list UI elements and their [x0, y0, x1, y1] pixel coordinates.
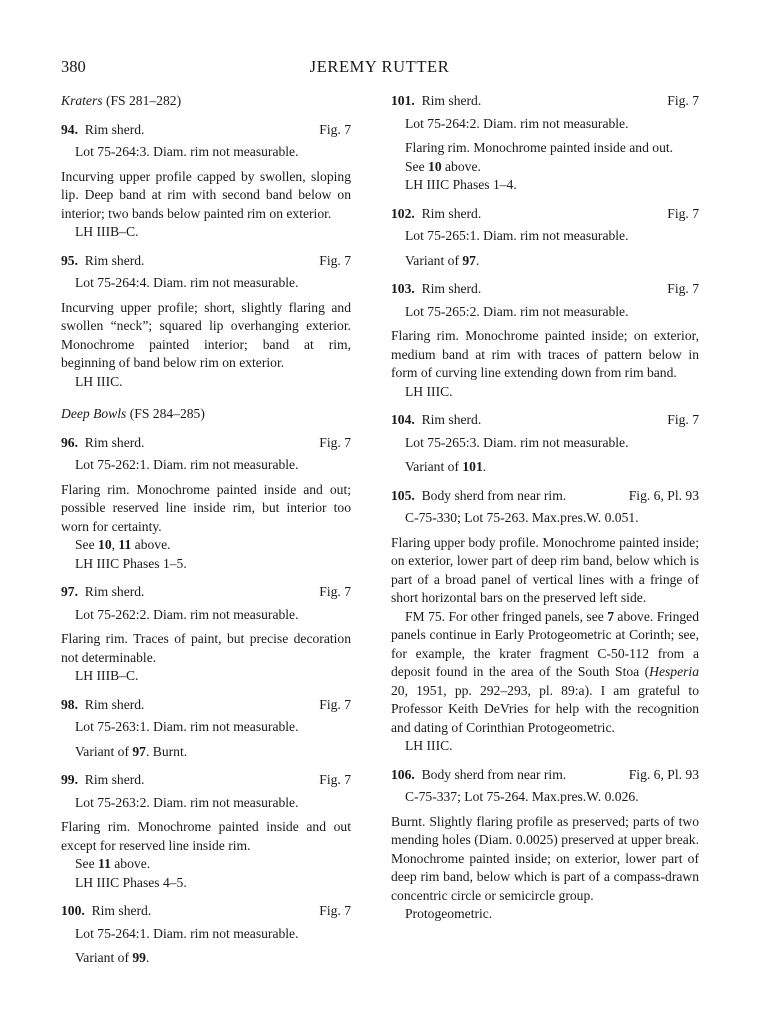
entry-number: 98.: [61, 696, 78, 712]
cross-ref: 11: [118, 537, 132, 552]
entry-number: 94.: [61, 121, 78, 137]
entry-title: Body sherd from near rim.: [421, 487, 567, 503]
entry-title: Rim sherd.: [91, 903, 152, 918]
see-also-line: [61, 855, 351, 874]
figure-ref: Fig. 7: [667, 281, 699, 296]
description: Flaring upper body profile. Monochrome painted inside; on exterior, lower part of deep rim band, below which is part of a broad panel of vertical lines with a fringe of short horizontal bars on the preserved left side.: [391, 534, 699, 605]
lot-line: Lot 75-265:3. Diam. rim not measurable.: [405, 434, 629, 450]
figure-ref: Fig. 7: [319, 772, 351, 787]
variant-line: [391, 458, 699, 477]
lot-line: Lot 75-263:2. Diam. rim not measurable.: [75, 794, 299, 810]
section-heading-kraters: [61, 92, 351, 111]
description: Incurving upper profile capped by swollen, sloping lip. Deep band at rim with second band below on interior; two bands below painted rim on exterior.: [61, 168, 351, 221]
variant-suffix: .: [482, 459, 487, 474]
description: Flaring rim. Monochrome painted inside and out except for reserved line inside rim.: [61, 819, 351, 853]
entry-head: [61, 252, 351, 271]
entry-title: Rim sherd.: [84, 696, 145, 712]
variant-prefix: Variant of: [405, 252, 463, 268]
catalog-entry-104: [391, 411, 699, 477]
see-prefix: See: [75, 856, 99, 871]
date-line: LH IIIB–C.: [75, 668, 139, 683]
cross-ref: 97: [462, 252, 476, 268]
section-title: Kraters: [61, 93, 103, 108]
variant-suffix: .: [145, 950, 150, 965]
entry-title: Rim sherd.: [84, 121, 145, 137]
lot-line: Lot 75-262:1. Diam. rim not measurable.: [75, 457, 299, 472]
variant-prefix: Variant of: [405, 459, 463, 474]
figure-ref: Fig. 7: [319, 434, 351, 450]
date-line: LH IIIC Phases 4–5.: [75, 874, 187, 890]
catalog-entry-97: [61, 583, 351, 686]
date-line: LH IIIC.: [75, 373, 123, 389]
figure-ref: Fig. 7: [319, 584, 351, 599]
cross-ref: 10: [428, 158, 442, 174]
catalog-entry-98: [61, 696, 351, 762]
description: Flaring rim. Monochrome painted inside; on exterior, medium band at rim with traces of pattern below in form of curving line extending down from rim band.: [391, 328, 699, 380]
cross-ref: 97: [132, 743, 146, 759]
cross-ref: 11: [98, 856, 111, 871]
section-fs: (FS 281–282): [105, 93, 182, 108]
commentary-prefix: FM 75. For other fringed panels, see: [405, 608, 608, 624]
date-line: LH IIIC.: [405, 738, 453, 753]
entry-head: [391, 411, 699, 430]
commentary-middle: above. Fringed panels continue in Early Protogeometric at Corinth; see, for example, the krater fragment C-50-112 from a deposit found in the area of the South Stoa (: [391, 608, 700, 679]
variant-prefix: Variant of: [75, 950, 133, 965]
entry-number: 106.: [391, 766, 415, 782]
description: Flaring rim. Monochrome painted inside and out; possible reserved line inside rim, but interior too worn for certainty.: [61, 481, 351, 534]
entry-number: 102.: [391, 205, 415, 221]
entry-head: [391, 280, 699, 299]
entry-title: Rim sherd.: [84, 434, 145, 450]
lot-line: Lot 75-263:1. Diam. rim not measurable.: [75, 719, 299, 734]
entry-title: Rim sherd.: [421, 205, 482, 221]
date-line: LH IIIC Phases 1–4.: [405, 177, 517, 192]
entry-number: 100.: [61, 903, 85, 918]
figure-ref: Fig. 7: [319, 252, 351, 268]
section-fs: (FS 284–285): [129, 406, 205, 421]
entry-head: [61, 583, 351, 602]
entry-title: Rim sherd.: [421, 412, 482, 427]
entry-number: 96.: [61, 434, 78, 450]
date-line: LH IIIB–C.: [75, 224, 139, 239]
entry-head: [391, 766, 699, 785]
see-also-line: [391, 158, 699, 177]
entry-head: [391, 487, 699, 506]
cross-ref: 101: [462, 459, 483, 474]
left-column: [61, 92, 351, 978]
entry-head: [61, 771, 351, 790]
see-suffix: above.: [441, 158, 481, 174]
catalog-entry-103: [391, 280, 699, 401]
entry-number: 99.: [61, 772, 78, 787]
catalog-entry-101: [391, 92, 699, 195]
catalog-entry-99: [61, 771, 351, 892]
cross-ref: 99: [132, 950, 146, 965]
entry-head: [61, 696, 351, 715]
entry-head: [61, 121, 351, 140]
variant-line: [391, 252, 699, 271]
see-prefix: See: [405, 158, 429, 174]
entry-number: 103.: [391, 281, 415, 296]
description: Flaring rim. Traces of paint, but precise decoration not determinable.: [61, 631, 351, 665]
section-title: Deep Bowls: [61, 406, 127, 421]
date-line: Protogeometric.: [405, 906, 493, 921]
variant-suffix: .: [475, 252, 480, 268]
see-prefix: See: [75, 537, 99, 552]
lot-line: C-75-337; Lot 75-264. Max.pres.W. 0.026.: [405, 789, 639, 804]
lot-line: Lot 75-264:1. Diam. rim not measurable.: [75, 925, 299, 941]
see-suffix: above.: [110, 856, 151, 871]
lot-line: Lot 75-262:2. Diam. rim not measurable.: [75, 606, 299, 622]
entry-number: 105.: [391, 487, 415, 503]
entry-title: Rim sherd.: [421, 281, 482, 296]
figure-ref: Fig. 7: [667, 412, 699, 427]
figure-ref: Fig. 7: [319, 696, 351, 712]
running-head: JEREMY RUTTER: [309, 57, 450, 76]
page-number: 380: [61, 57, 86, 76]
commentary: [391, 608, 699, 738]
description: Burnt. Slightly flaring profile as preserved; parts of two mending holes (Diam. 0.0025) preserved at upper break. Monochrome painted inside; on exterior, lower part of deep rim band, below which is part of a compass-drawn concentric circle or semicircle group.: [391, 813, 699, 903]
entry-head: [61, 434, 351, 453]
figure-ref: Fig. 6, Pl. 93: [628, 766, 699, 782]
lot-line: Lot 75-265:1. Diam. rim not measurable.: [405, 228, 629, 243]
figure-ref: Fig. 7: [319, 903, 351, 918]
entry-title: Body sherd from near rim.: [421, 766, 567, 782]
date-line: LH IIIC Phases 1–5.: [75, 555, 187, 571]
variant-prefix: Variant of: [75, 743, 133, 759]
see-separator: ,: [111, 537, 119, 552]
entry-title: Rim sherd.: [84, 584, 145, 599]
right-column: [391, 92, 699, 934]
catalog-entry-105: [391, 487, 699, 756]
catalog-entry-96: [61, 434, 351, 574]
commentary-suffix: 20, 1951, pp. 292–293, pl. 89:a). I am grateful to Professor Keith DeVries for help with the recognition and dating of Corinthian Protogeometric.: [391, 682, 699, 735]
figure-ref: Fig. 7: [667, 205, 699, 221]
catalog-entry-100: [61, 902, 351, 968]
entry-title: Rim sherd.: [84, 252, 145, 268]
cross-ref: 7: [607, 608, 614, 624]
catalog-entry-106: [391, 766, 699, 924]
see-suffix: above.: [131, 537, 171, 552]
catalog-entry-95: [61, 252, 351, 392]
journal-title: Hesperia: [649, 664, 699, 679]
entry-number: 104.: [391, 412, 415, 427]
entry-title: Rim sherd.: [84, 772, 145, 787]
lot-line: C-75-330; Lot 75-263. Max.pres.W. 0.051.: [405, 510, 639, 525]
lot-line: Lot 75-264:4. Diam. rim not measurable.: [75, 275, 299, 290]
entry-head: [391, 92, 699, 111]
entry-head: [61, 902, 351, 921]
catalog-entry-102: [391, 205, 699, 271]
see-also-line: [61, 536, 351, 555]
lot-line: Lot 75-264:2. Diam. rim not measurable.: [405, 115, 629, 131]
date-line: LH IIIC.: [405, 383, 453, 399]
catalog-entry-94: [61, 121, 351, 242]
cross-ref: 10: [98, 537, 112, 552]
description: Flaring rim. Monochrome painted inside and out.: [405, 140, 674, 155]
section-heading-deep-bowls: [61, 405, 351, 424]
entry-number: 95.: [61, 252, 78, 268]
figure-ref: Fig. 7: [319, 121, 351, 137]
entry-title: Rim sherd.: [421, 93, 482, 108]
description: Incurving upper profile; short, slightly flaring and swollen “neck”; squared lip overhanging exterior. Monochrome painted interior; band at rim, beginning of band below rim on exterior.: [61, 299, 351, 370]
variant-line: [61, 949, 351, 968]
variant-line: [61, 743, 351, 762]
figure-ref: Fig. 7: [667, 93, 699, 108]
entry-number: 101.: [391, 93, 415, 108]
entry-number: 97.: [61, 584, 78, 599]
lot-line: Lot 75-265:2. Diam. rim not measurable.: [405, 303, 629, 319]
entry-head: [391, 205, 699, 224]
figure-ref: Fig. 6, Pl. 93: [628, 487, 699, 503]
variant-suffix: . Burnt.: [145, 743, 188, 759]
lot-line: Lot 75-264:3. Diam. rim not measurable.: [75, 144, 299, 159]
